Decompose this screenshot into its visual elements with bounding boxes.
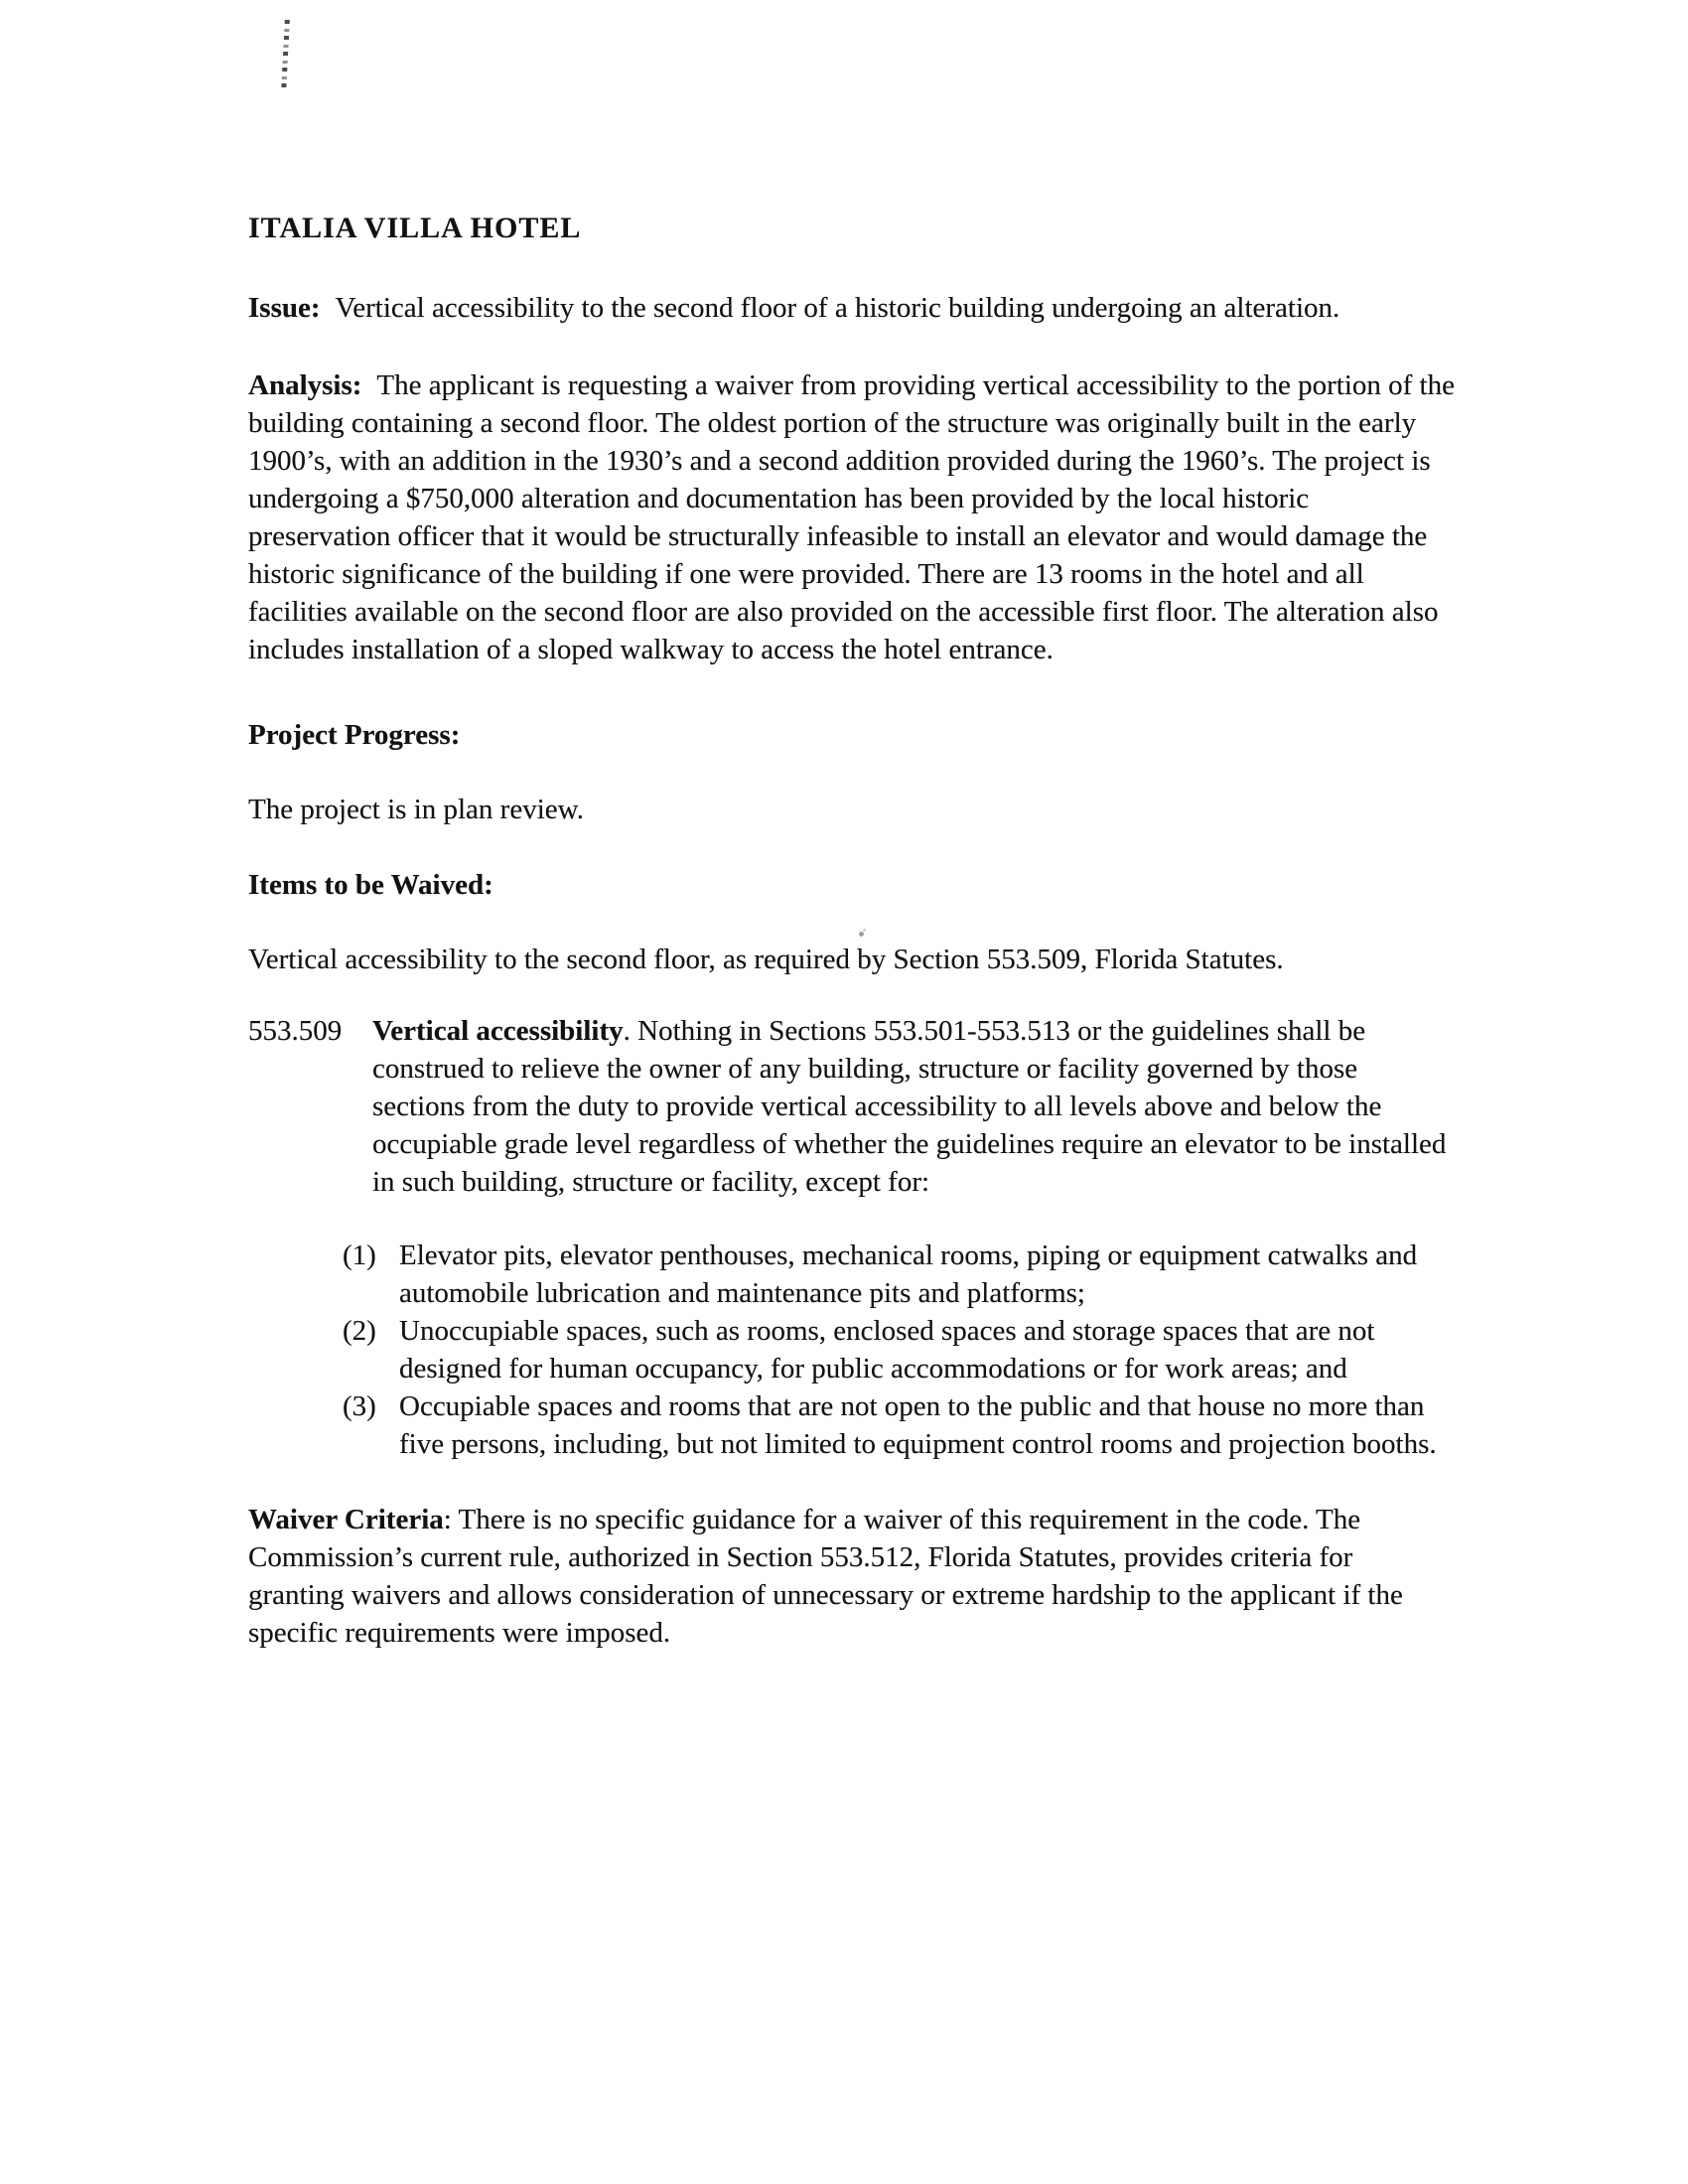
- document-title: ITALIA VILLA HOTEL: [248, 212, 582, 244]
- project-progress-heading: Project Progress:: [248, 719, 461, 751]
- list-item-number: (3): [343, 1390, 376, 1422]
- issue-paragraph: [248, 289, 1455, 327]
- analysis-label: Analysis:: [248, 369, 362, 401]
- items-to-be-waived-heading: Items to be Waived:: [248, 869, 493, 901]
- list-item-number: (1): [343, 1239, 376, 1271]
- statute-exception-list: [248, 1237, 1455, 1463]
- analysis-paragraph: [248, 366, 1455, 668]
- document-content: [248, 210, 1455, 1652]
- list-item-text: Elevator pits, elevator penthouses, mechanical rooms, piping or equipment catwalks and automobile lubrication and maintenance pits and platforms;: [399, 1239, 1418, 1309]
- waiver-criteria-paragraph: [248, 1501, 1455, 1652]
- items-to-be-waived-text: Vertical accessibility to the second floor, as required by Section 553.509, Florida Statutes.: [248, 944, 1284, 975]
- list-item: [248, 1387, 1455, 1463]
- list-item-text: Unoccupiable spaces, such as rooms, enclosed spaces and storage spaces that are not designed for human occupancy, for public accommodations or for work areas; and: [399, 1315, 1375, 1384]
- statute-553-509-paragraph: [248, 1012, 1455, 1201]
- issue-label: Issue:: [248, 292, 321, 324]
- list-item: [248, 1312, 1455, 1387]
- issue-text: Vertical accessibility to the second floor of a historic building undergoing an alteration.: [335, 292, 1340, 324]
- statute-number: 553.509: [248, 1015, 343, 1047]
- list-item-number: (2): [343, 1315, 376, 1347]
- waiver-criteria-label: Waiver Criteria: [248, 1504, 444, 1535]
- scan-artifact-smudge: [281, 20, 290, 91]
- statute-text: . Nothing in Sections 553.501-553.513 or the guidelines shall be construed to relieve the owner of any building, structure or facility governed by those sections from the duty to provide vertical accessibility to all levels above and below the occupiable grade level regardless of whether the guidelines require an elevator to be installed in such building, structure or facility, except for:: [372, 1015, 1447, 1198]
- waiver-criteria-text: : There is no specific guidance for a waiver of this requirement in the code. The Commission’s current rule, authorized in Section 553.512, Florida Statutes, provides criteria for granting waivers and allows consideration of unnecessary or extreme hardship to the applicant if the specific requirements were imposed.: [248, 1504, 1403, 1649]
- statute-lead: Vertical accessibility: [372, 1015, 624, 1047]
- list-item-text: Occupiable spaces and rooms that are not open to the public and that house no more than five persons, including, but not limited to equipment control rooms and projection booths.: [399, 1390, 1437, 1460]
- analysis-text: The applicant is requesting a waiver from providing vertical accessibility to the portion of the building containing a second floor. The oldest portion of the structure was originally built in the early 1900’s, with an addition in the 1930’s and a second addition provided during the 1960’s. The project is undergoing a $750,000 alteration and documentation has been provided by the local historic preservation officer that it would be structurally infeasible to install an elevator and would damage the historic significance of the building if one were provided. There are 13 rooms in the hotel and all facilities available on the second floor are also provided on the accessible first floor. The alteration also includes installation of a sloped walkway to access the hotel entrance.: [248, 369, 1455, 665]
- list-item: [248, 1237, 1455, 1312]
- project-progress-text: The project is in plan review.: [248, 794, 584, 825]
